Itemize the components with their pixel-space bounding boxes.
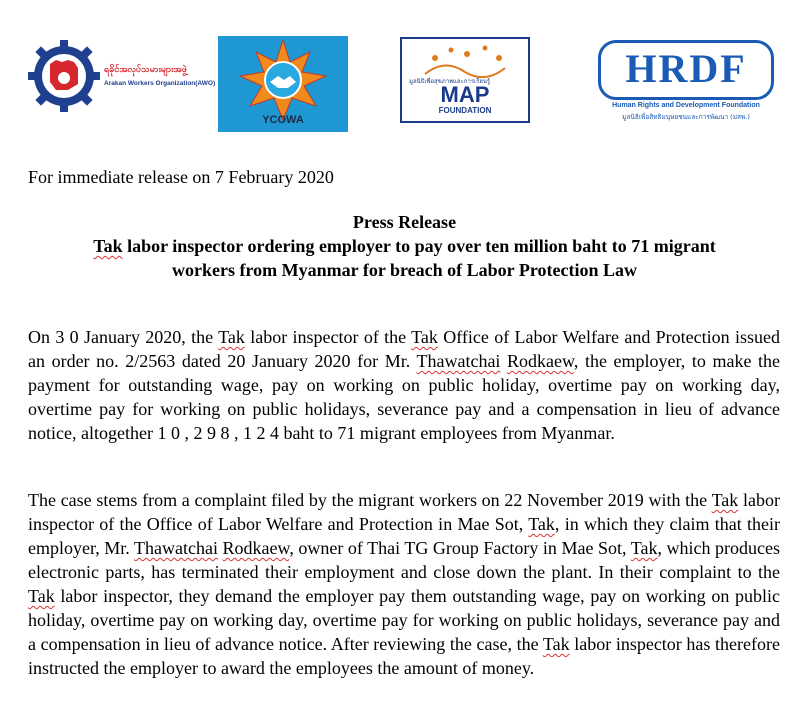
text-run: The case stems from a complaint filed by the migrant workers on 22 November 2019 with the — [28, 490, 712, 510]
hrdf-logo — [598, 40, 774, 122]
spell-word: Tak — [630, 538, 658, 558]
awo-name-mm: ရခိုင်အလုပ်သမားများအဖွဲ့ — [104, 65, 187, 75]
title-text: labor inspector ordering employer to pay over ten million baht to 71 migrant — [122, 236, 716, 256]
press-release-title-line-1 — [0, 236, 809, 257]
spell-word: Thawatchai — [134, 538, 218, 558]
map-name: MAP — [440, 82, 490, 107]
text-run: labor inspector of the Office of Labor Welfare and Protection in Mae Sot, — [28, 490, 780, 534]
awo-logo — [28, 38, 216, 114]
release-date-line: For immediate release on 7 February 2020 — [28, 167, 334, 187]
text-run: , in which they claim that their employer, Mr. — [28, 514, 780, 558]
spell-word: Tak — [528, 514, 555, 534]
spell-word: Tak — [711, 490, 739, 510]
text-run: , the employer, to make the payment for outstanding wage, pay on working on public holiday, overtime pay on working day, overtime pay for working on public holidays, severance pay and a compensation in lieu of advance notice, altogether 1 0 , 2 9 8 , 1 2 4 baht to 71 migrant employees from Myanmar. — [28, 351, 781, 443]
spell-word: Tak — [411, 327, 438, 347]
map-sub: FOUNDATION — [438, 106, 492, 115]
press-release-title-line-2: workers from Myanmar for breach of Labor Protection Law — [172, 260, 637, 280]
text-run: , owner of Thai TG Group Factory in Mae Sot, — [289, 538, 631, 558]
text-run: labor inspector of the — [244, 327, 412, 347]
press-release-heading: Press Release — [352, 212, 457, 232]
spell-word: Rodkaew — [507, 351, 574, 371]
ycowa-logo — [218, 36, 348, 132]
hrdf-name-th: มูลนิธิเพื่อสิทธิมนุษยชนและการพัฒนา (มสพ.) — [622, 113, 750, 121]
spell-word: Tak — [93, 236, 123, 256]
hrdf-acronym: HRDF — [625, 46, 747, 91]
spell-word: Tak — [542, 634, 570, 654]
text-run: Office of Labor Welfare and Protection issued an order no. 2/2563 dated 20 January 2020 for Mr. — [28, 327, 780, 371]
map-foundation-logo — [395, 36, 535, 124]
awo-name-en: Arakan Workers Organization(AWO) — [104, 80, 216, 87]
text-run: labor inspector, they demand the employer pay them outstanding wage, pay on working on public holiday, overtime pay on working day, overtime pay for working on public holidays, severance pay and a compensation in lieu of advance notice. After reviewing the case, the — [28, 586, 780, 654]
spell-word: Thawatchai — [416, 351, 501, 371]
hrdf-name-en: Human Rights and Development Foundation — [612, 102, 760, 109]
spell-word: Tak — [28, 586, 55, 606]
map-thai-text: มูลนิธิเพื่อสุขภาพและการเรียนรู้ — [409, 78, 491, 85]
text-run: On 3 0 January 2020, the — [28, 327, 219, 347]
text-run: labor inspector has therefore instructed the employer to award the employees the amount of money. — [28, 634, 780, 678]
text-run: , which produces electronic parts, has terminated their employment and close down the plant. In their complaint to the — [28, 538, 781, 582]
paragraph-1 — [28, 325, 780, 445]
paragraph-2 — [28, 488, 780, 680]
ycowa-label: YCOWA — [262, 114, 304, 126]
spell-word: Tak — [218, 327, 245, 347]
spell-word: Rodkaew — [222, 538, 290, 558]
